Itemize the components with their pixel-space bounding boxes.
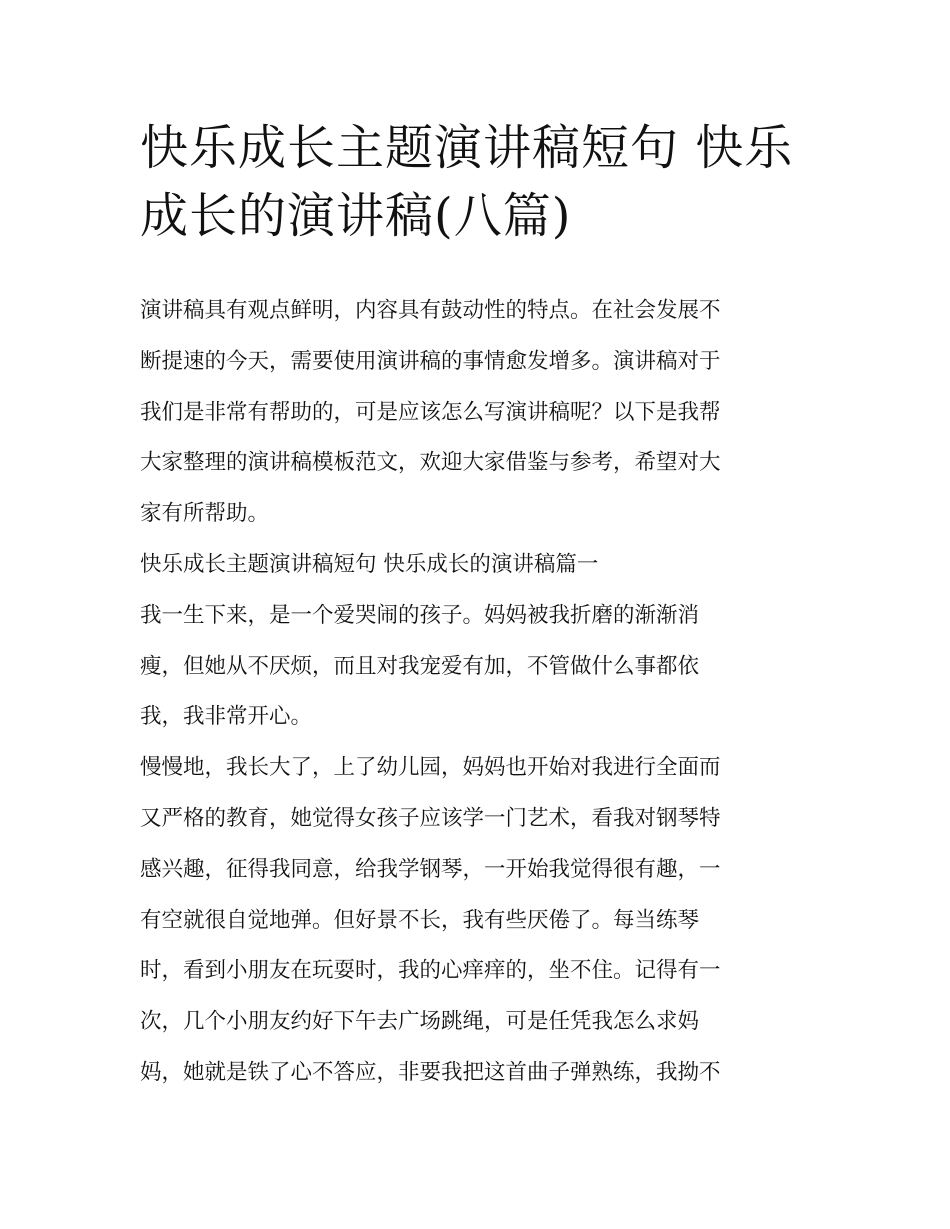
intro-paragraph [140,286,812,540]
text-line: 慢慢地，我长大了，上了幼儿园，妈妈也开始对我进行全面而 [140,755,721,781]
text-line: 我，我非常开心。 [140,704,313,730]
text-line: 快乐成长主题演讲稿短句 快乐成长的演讲稿篇一 [140,551,599,577]
text-line: 感兴趣，征得我同意，给我学钢琴，一开始我觉得很有趣，一 [140,856,721,882]
text-line: 又严格的教育，她觉得女孩子应该学一门艺术，看我对钢琴特 [140,805,721,831]
section-heading [140,540,812,591]
text-line: 演讲稿具有观点鲜明，内容具有鼓动性的特点。在社会发展不 [140,298,721,323]
text-line: 断提速的今天，需要使用演讲稿的事情愈发增多。演讲稿对于 [140,348,721,374]
body-paragraph [140,591,812,743]
document-title [140,114,812,250]
text-line: 妈，她就是铁了心不答应，非要我把这首曲子弹熟练，我拗不 [140,1059,721,1085]
text-line: 瘦，但她从不厌烦，而且对我宠爱有加，不管做什么事都依 [140,653,700,679]
text-line: 我们是非常有帮助的，可是应该怎么写演讲稿呢？以下是我帮 [140,399,721,425]
title-line: 快乐成长主题演讲稿短句 快乐 [140,120,794,176]
document-content [140,114,812,1099]
document-body [140,286,812,1099]
text-line: 我一生下来，是一个爱哭闹的孩子。妈妈被我折磨的渐渐消 [140,602,700,628]
title-line: 成长的演讲稿(八篇) [140,188,572,244]
text-line: 时，看到小朋友在玩耍时，我的心痒痒的，坐不住。记得有一 [140,958,721,984]
text-line: 次，几个小朋友约好下午去广场跳绳，可是任凭我怎么求妈 [140,1009,700,1035]
text-line: 家有所帮助。 [140,501,270,527]
text-line: 大家整理的演讲稿模板范文，欢迎大家借鉴与参考，希望对大 [140,450,721,476]
body-paragraph [140,743,812,1099]
text-line: 有空就很自觉地弹。但好景不长，我有些厌倦了。每当练琴 [140,907,700,933]
